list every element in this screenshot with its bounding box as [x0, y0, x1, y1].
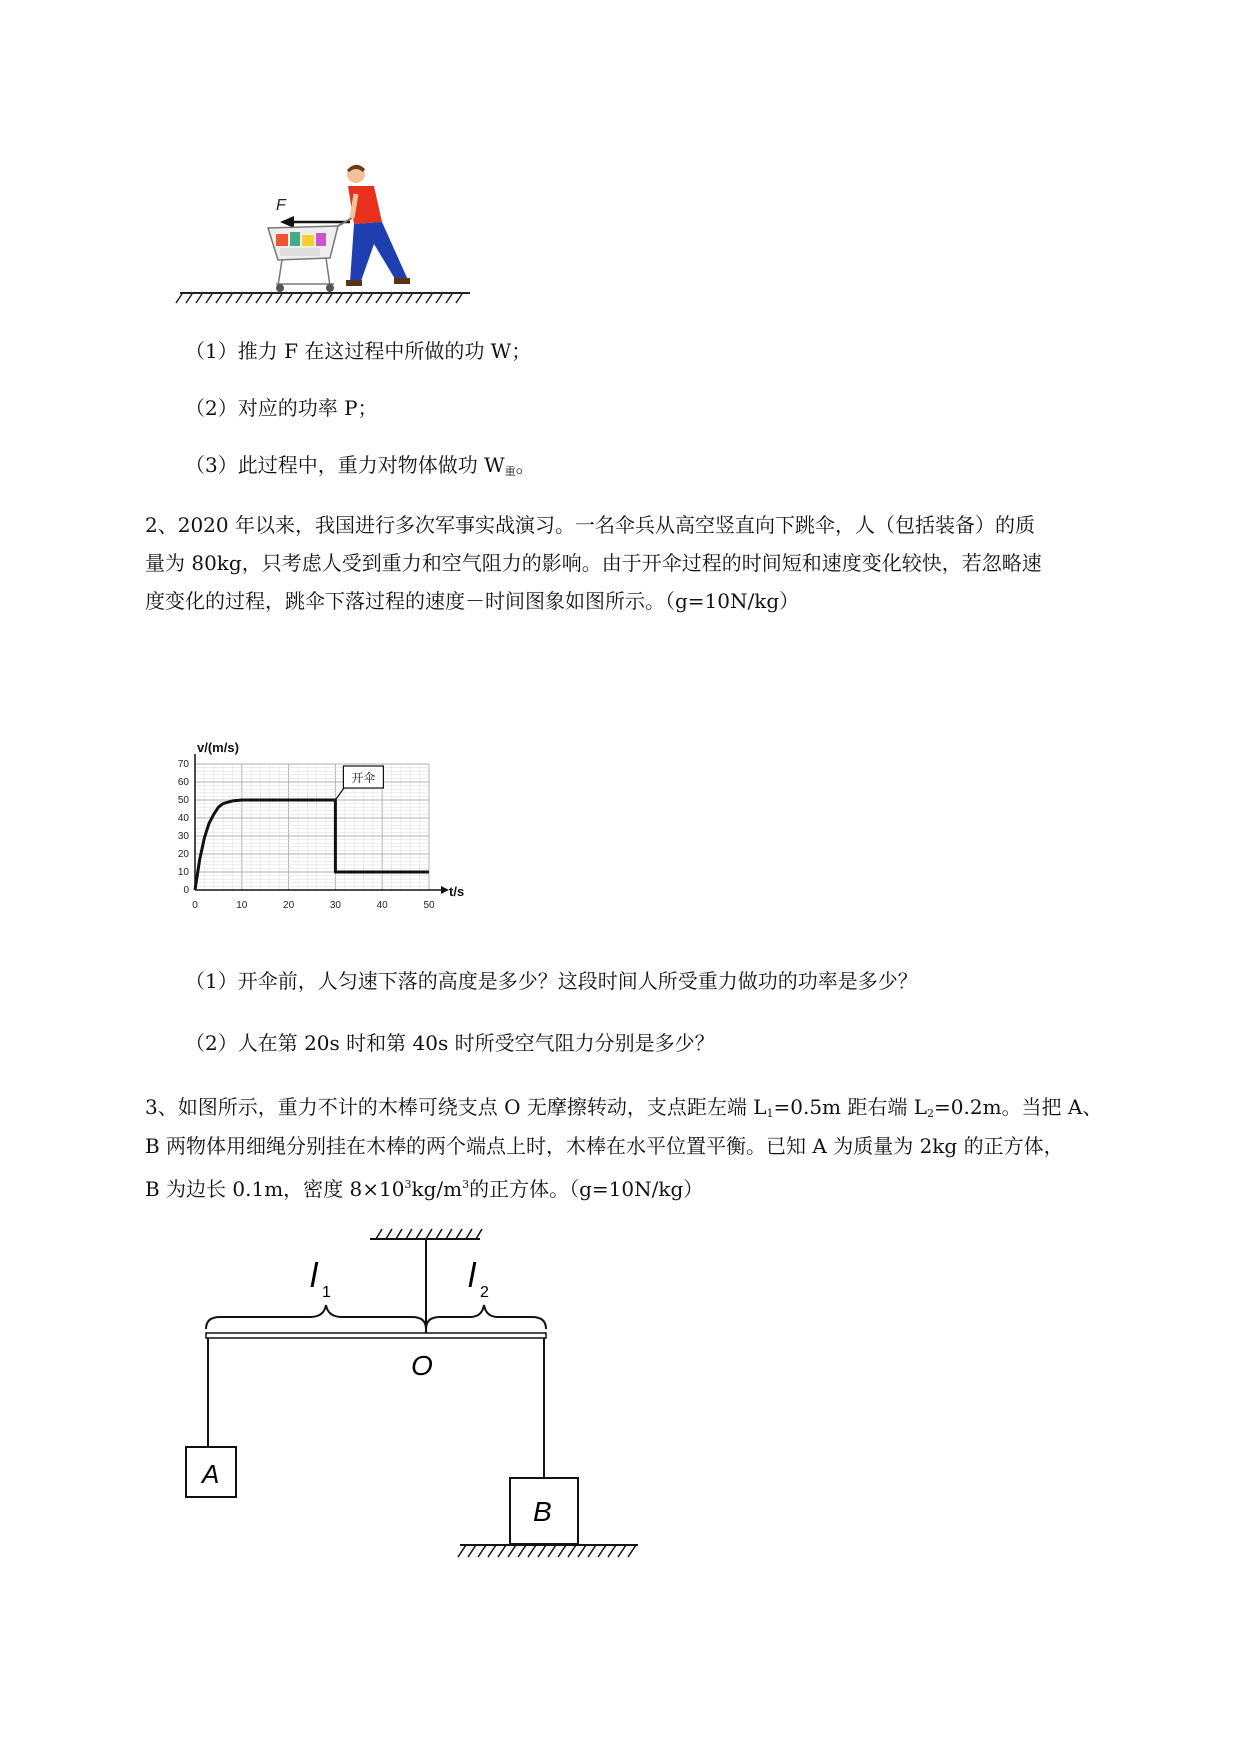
- q3-l2-subscript: 2: [927, 1107, 935, 1120]
- y-tick-label: 50: [177, 795, 189, 806]
- x-axis-label: t/s: [449, 884, 465, 899]
- q3-line1-end: =0.2m。当把 A、: [934, 1095, 1103, 1119]
- l1-label: l: [310, 1257, 318, 1295]
- q2-sub2: （2）人在第 20s 时和第 40s 时所受空气阻力分别是多少？: [185, 1031, 715, 1055]
- q1-sub2: （2）对应的功率 P；: [185, 396, 378, 420]
- q2-line2: 量为 80kg，只考虑人受到重力和空气阻力的影响。由于开伞过程的时间短和速度变化较快，若忽略速: [145, 551, 1042, 575]
- q2-line1: 2、2020 年以来，我国进行多次军事实战演习。一名伞兵从高空竖直向下跳伞，人（包括装备）的质: [145, 513, 1035, 537]
- lever-bar: [206, 1333, 546, 1338]
- q3-line1-text: 3、如图所示，重力不计的木棒可绕支点 O 无摩擦转动，支点距左端 L: [145, 1095, 767, 1119]
- y-axis-label: v/(m/s): [197, 740, 239, 755]
- q2-sub1: （1）开伞前，人匀速下落的高度是多少？这段时间人所受重力做功的功率是多少？: [185, 969, 918, 993]
- q3-line3-unit: kg/m: [411, 1177, 463, 1201]
- q3-line3-end: 的正方体。（g=10N/kg）: [469, 1177, 704, 1201]
- x-tick-label: 0: [192, 900, 198, 911]
- velocity-series-line: [195, 800, 429, 890]
- q3-line1-mid: =0.5m 距右端 L: [773, 1095, 928, 1119]
- q1-sub3: [185, 450, 536, 487]
- force-label: F: [276, 197, 286, 214]
- l2-label: l: [468, 1257, 476, 1295]
- q3-line3-text: B 为边长 0.1m，密度 8×10: [145, 1177, 405, 1201]
- x-tick-label: 50: [423, 900, 435, 911]
- x-tick-label: 20: [283, 900, 295, 911]
- q1-sub1: （1）推力 F 在这过程中所做的功 W；: [185, 339, 532, 363]
- y-tick-label: 70: [177, 759, 189, 770]
- x-tick-label: 30: [329, 900, 341, 911]
- q3-l1-subscript: 1: [766, 1107, 774, 1120]
- y-tick-label: 60: [177, 777, 189, 788]
- q1-sub3-subscript: 重: [504, 465, 516, 478]
- y-tick-label: 10: [177, 867, 189, 878]
- x-axis-arrow: [441, 886, 449, 894]
- block-a-label: A: [202, 1459, 220, 1489]
- q3-line2: B 两物体用细绳分别挂在木棒的两个端点上时，木棒在水平位置平衡。已知 A 为质量为 2kg 的正方体，: [145, 1134, 1064, 1158]
- q3-line3: [145, 1170, 703, 1204]
- y-tick-label: 0: [183, 885, 189, 896]
- q3-exponent: 3: [404, 1178, 412, 1191]
- annotation-label: 开伞: [351, 771, 376, 785]
- l1-subscript: 1: [322, 1284, 331, 1301]
- lever-figure: [160, 1225, 680, 1620]
- q2-line3: 度变化的过程，跳伞下落过程的速度－时间图象如图所示。（g=10N/kg）: [145, 589, 800, 613]
- q3-line1: [145, 1092, 1102, 1129]
- l2-subscript: 2: [480, 1284, 489, 1301]
- q1-sub3-text: （3）此过程中，重力对物体做功 W: [185, 453, 505, 477]
- pivot-label: O: [411, 1350, 433, 1381]
- y-tick-label: 40: [177, 813, 189, 824]
- y-tick-label: 20: [177, 849, 189, 860]
- x-tick-label: 10: [236, 900, 248, 911]
- velocity-time-chart: [175, 718, 535, 928]
- cart-figure: [170, 160, 470, 340]
- block-b-label: B: [533, 1496, 552, 1527]
- q1-sub3-end: 。: [515, 453, 536, 477]
- x-tick-label: 40: [376, 900, 388, 911]
- y-tick-label: 30: [177, 831, 189, 842]
- q3-unit-exponent: 3: [462, 1178, 470, 1191]
